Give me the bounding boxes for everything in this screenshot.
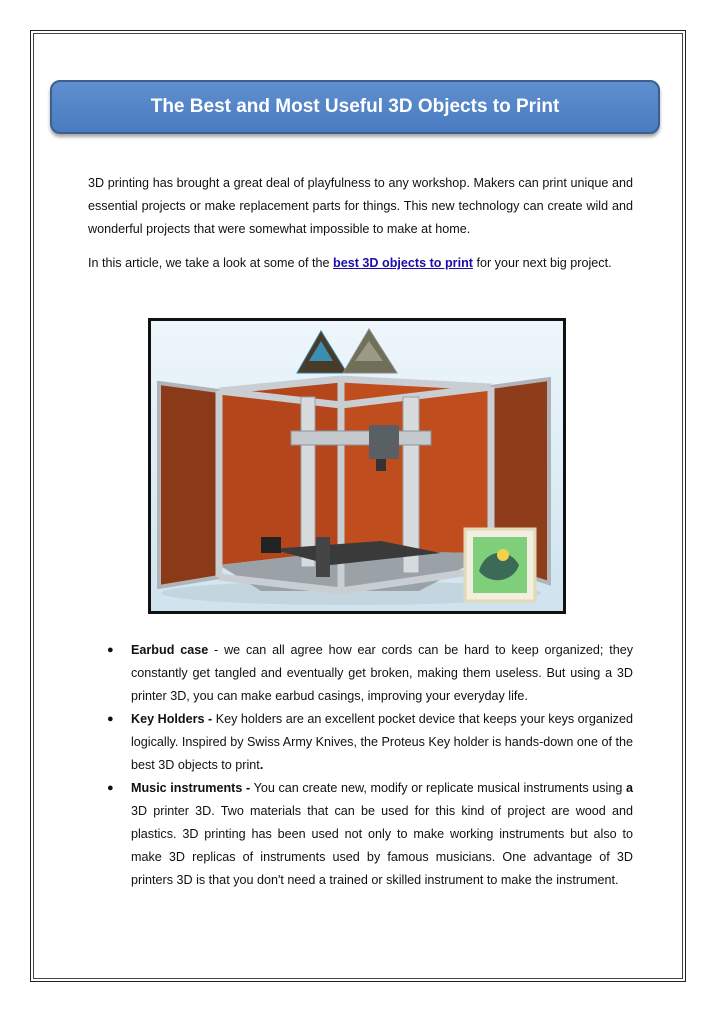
page-title: The Best and Most Useful 3D Objects to Print — [150, 96, 560, 117]
list-item-text: - we can all agree how ear cords can be hard to keep organized; they constantly get tangled and eventually get broken, making them useless. But using a 3D printer 3D, you can make earbud casings, improving your everyday life. — [131, 643, 633, 703]
list-item — [88, 708, 633, 777]
list-item — [88, 777, 633, 892]
intro-paragraph: 3D printing has brought a great deal of playfulness to any workshop. Makers can print unique and essential projects or make replacement parts for things. This new technology can create wild and wonderful projects that were somewhat impossible to make at home. — [88, 176, 633, 236]
title-banner — [50, 80, 660, 134]
list-item-term: Music instruments - — [131, 781, 251, 795]
list-item-text: You can create new, modify or replicate musical instruments using — [250, 781, 626, 795]
list-item-text-2: 3D printer 3D. Two materials that can be used for this kind of project are wood and plastics. 3D printing has been used not only to make working instruments but also to make 3D replicas of instruments used by famous musicians. One advantage of 3D printers 3D is that you don't need a trained or skilled instrument to make the instrument. — [131, 804, 633, 887]
article-text-before: In this article, we take a look at some of the — [88, 256, 334, 270]
printer-illustration — [151, 321, 563, 611]
bullet-icon: ● — [107, 713, 114, 725]
printer-enclosure-photo — [148, 318, 566, 614]
list-item-bold: a — [625, 781, 633, 795]
list-item — [88, 639, 633, 708]
article-paragraph — [88, 252, 633, 275]
list-item-end: . — [259, 758, 264, 772]
list-item-term: Earbud case — [131, 643, 209, 657]
objects-list — [88, 639, 633, 892]
article-text-after: for your next big project. — [472, 256, 612, 270]
list-item-term: Key Holders - — [131, 712, 213, 726]
bullet-icon: ● — [107, 644, 114, 656]
best-3d-objects-link[interactable]: best 3D objects to print — [333, 256, 473, 270]
list-item-text: Key holders are an excellent pocket device that keeps your keys organized logically. Inspired by Swiss Army Knives, the Proteus Key holder is hands-down one of the best 3D objects to print — [131, 712, 633, 772]
bullet-icon: ● — [107, 782, 114, 794]
